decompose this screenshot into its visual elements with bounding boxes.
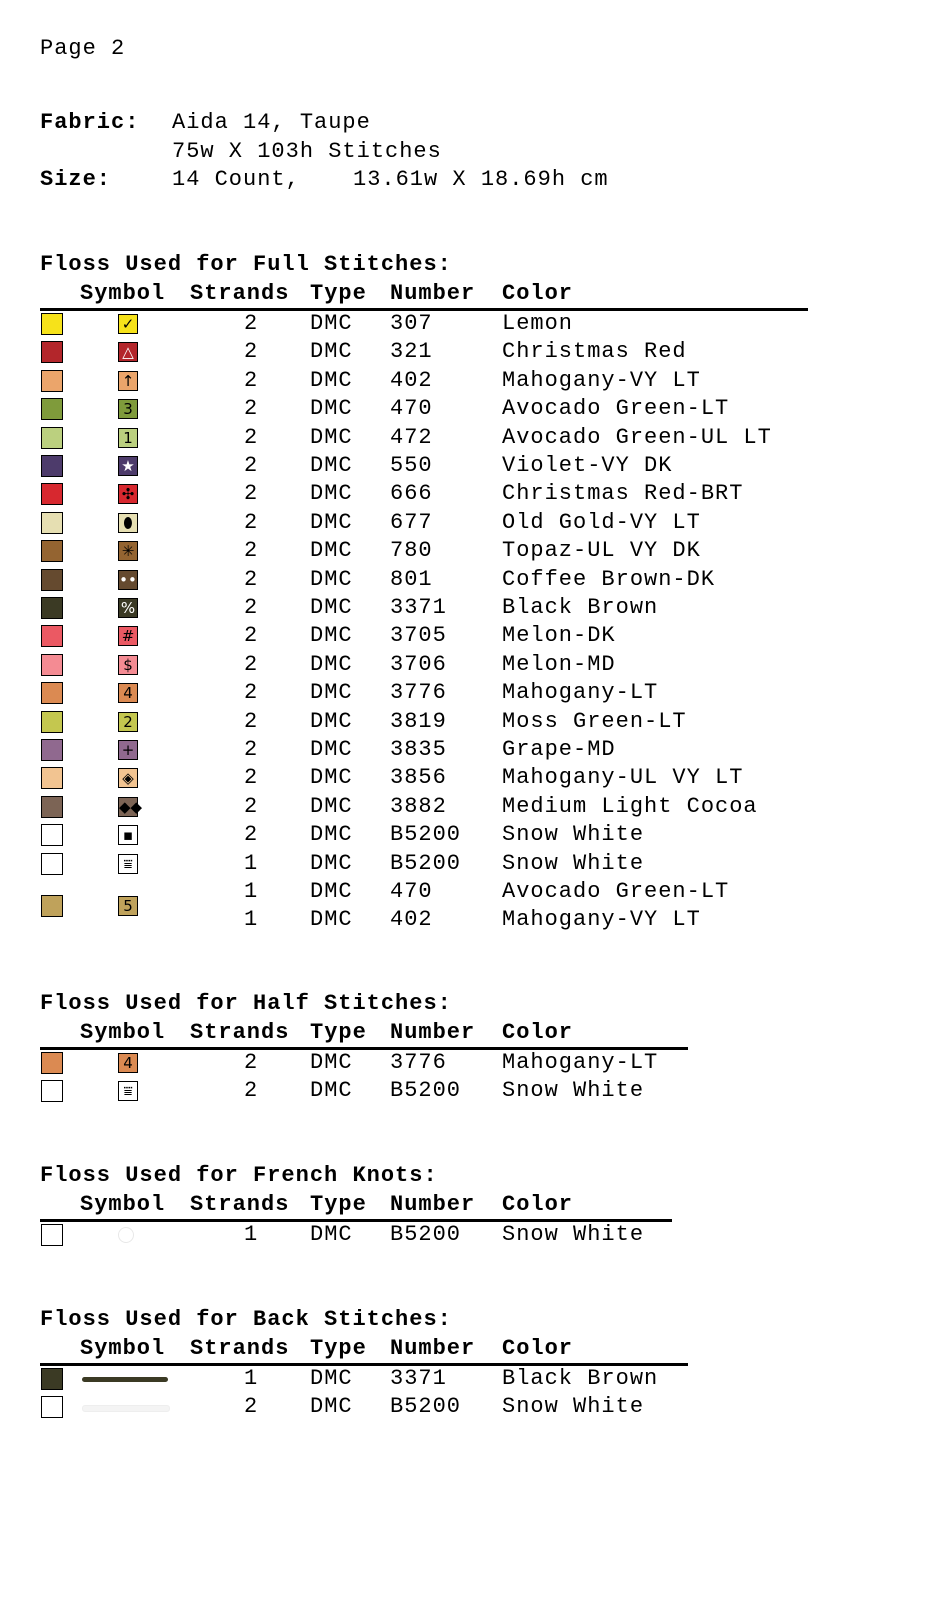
table-row xyxy=(0,480,936,508)
type-cell: DMC xyxy=(310,1394,353,1420)
color-cell: Mahogany-LT xyxy=(502,1050,659,1075)
table-row xyxy=(0,338,936,366)
color-cell: Avocado Green-LT xyxy=(502,879,730,904)
color-swatch xyxy=(41,824,63,846)
stitch-symbol: + xyxy=(118,740,138,760)
strands-cell: 2 xyxy=(244,708,259,734)
number-cell: 321 xyxy=(390,339,433,365)
color-swatch xyxy=(41,625,63,647)
table-row xyxy=(0,622,936,650)
color-swatch xyxy=(41,341,63,363)
type-cell: DMC xyxy=(310,737,353,762)
table-row xyxy=(0,764,936,792)
color-swatch xyxy=(41,739,63,761)
back-stitches-title: Floss Used for Back Stitches: xyxy=(40,1307,452,1332)
color-swatch xyxy=(41,455,63,477)
stitch-symbol: ↑ xyxy=(118,371,138,391)
color-swatch xyxy=(41,796,63,818)
type-cell: DMC xyxy=(310,907,353,933)
color-cell: Snow White xyxy=(502,850,645,876)
stitch-symbol: ▪ xyxy=(118,825,138,845)
color-swatch xyxy=(41,1368,63,1390)
col-color: Color xyxy=(502,281,574,306)
type-cell: DMC xyxy=(310,651,353,677)
type-cell: DMC xyxy=(310,879,353,904)
table-row xyxy=(0,395,936,423)
backstitch-line-symbol xyxy=(82,1405,170,1412)
number-cell: 801 xyxy=(390,566,433,592)
color-swatch xyxy=(41,1080,63,1102)
type-cell: DMC xyxy=(310,1050,353,1075)
type-cell: DMC xyxy=(310,1078,353,1104)
strands-cell: 2 xyxy=(244,453,259,478)
col-number: Number xyxy=(390,281,476,306)
strands-cell: 1 xyxy=(244,907,259,933)
strands-cell: 2 xyxy=(244,623,259,649)
table-row xyxy=(0,1077,936,1105)
strands-cell: 1 xyxy=(244,1366,259,1391)
color-swatch xyxy=(41,427,63,449)
stitch-symbol: •• xyxy=(119,570,137,589)
number-cell: 550 xyxy=(390,453,433,478)
type-cell: DMC xyxy=(310,566,353,592)
stitch-symbol: ⩸ xyxy=(118,854,138,874)
table-row xyxy=(0,821,936,849)
col-type: Type xyxy=(310,281,367,306)
number-cell: 3706 xyxy=(390,651,447,677)
strands-cell: 2 xyxy=(244,367,259,393)
col-strands: Strands xyxy=(190,281,290,306)
stitch-symbol: 1 xyxy=(118,428,138,448)
color-cell: Mahogany-VY LT xyxy=(502,907,701,933)
col-color: Color xyxy=(502,1020,574,1045)
table-row xyxy=(0,509,936,537)
table-row xyxy=(0,651,936,679)
color-swatch xyxy=(41,1224,63,1246)
col-number: Number xyxy=(390,1192,476,1217)
type-cell: DMC xyxy=(310,311,353,336)
number-cell: 666 xyxy=(390,481,433,507)
stitch-symbol: ✓ xyxy=(118,314,138,334)
number-cell: 3819 xyxy=(390,708,447,734)
col-color: Color xyxy=(502,1192,574,1217)
color-swatch xyxy=(41,540,63,562)
strands-cell: 1 xyxy=(244,1222,259,1247)
color-swatch xyxy=(41,569,63,591)
number-cell: 3705 xyxy=(390,623,447,649)
stitch-symbol: # xyxy=(118,626,138,646)
size-label: Size: xyxy=(40,167,112,192)
col-type: Type xyxy=(310,1192,367,1217)
strands-cell: 2 xyxy=(244,538,259,564)
size-count: 14 Count, xyxy=(172,167,300,192)
color-cell: Old Gold-VY LT xyxy=(502,509,701,535)
number-cell: 402 xyxy=(390,907,433,933)
number-cell: 780 xyxy=(390,538,433,564)
number-cell: 3835 xyxy=(390,737,447,762)
strands-cell: 2 xyxy=(244,680,259,706)
color-cell: Christmas Red-BRT xyxy=(502,481,744,507)
strands-cell: 2 xyxy=(244,1394,259,1420)
color-cell: Mahogany-UL VY LT xyxy=(502,765,744,791)
number-cell: 677 xyxy=(390,509,433,535)
color-swatch xyxy=(41,853,63,875)
number-cell: 3856 xyxy=(390,765,447,791)
number-cell: 3776 xyxy=(390,680,447,706)
number-cell: 470 xyxy=(390,396,433,422)
stitch-symbol: ◈ xyxy=(118,768,138,788)
color-cell: Snow White xyxy=(502,1222,645,1247)
col-strands: Strands xyxy=(190,1192,290,1217)
number-cell: 3776 xyxy=(390,1050,447,1075)
strands-cell: 1 xyxy=(244,879,259,904)
table-row xyxy=(0,679,936,707)
strands-cell: 2 xyxy=(244,1078,259,1104)
stitch-symbol: △ xyxy=(118,342,138,362)
type-cell: DMC xyxy=(310,396,353,422)
color-swatch xyxy=(41,313,63,335)
half-stitches-title: Floss Used for Half Stitches: xyxy=(40,991,452,1016)
full-stitches-title: Floss Used for Full Stitches: xyxy=(40,252,452,277)
strands-cell: 2 xyxy=(244,396,259,422)
color-cell: Medium Light Cocoa xyxy=(502,793,758,819)
table-row xyxy=(0,1365,936,1393)
color-cell: Coffee Brown-DK xyxy=(502,566,716,592)
table-row xyxy=(0,793,936,821)
number-cell: 3371 xyxy=(390,1366,447,1391)
type-cell: DMC xyxy=(310,623,353,649)
type-cell: DMC xyxy=(310,850,353,876)
stitch-symbol: % xyxy=(118,598,138,618)
type-cell: DMC xyxy=(310,708,353,734)
strands-cell: 2 xyxy=(244,481,259,507)
color-swatch xyxy=(41,512,63,534)
stitch-symbol: ⬮ xyxy=(118,513,138,533)
number-cell: 3882 xyxy=(390,793,447,819)
number-cell: 402 xyxy=(390,367,433,393)
strands-cell: 2 xyxy=(244,651,259,677)
type-cell: DMC xyxy=(310,1366,353,1391)
color-cell: Moss Green-LT xyxy=(502,708,687,734)
type-cell: DMC xyxy=(310,1222,353,1247)
color-swatch xyxy=(41,682,63,704)
col-symbol: Symbol xyxy=(80,281,166,306)
french-knot-symbol xyxy=(118,1227,134,1243)
color-cell: Grape-MD xyxy=(502,737,616,762)
strands-cell: 2 xyxy=(244,822,259,848)
fabric-value: Aida 14, Taupe xyxy=(172,110,371,135)
color-cell: Topaz-UL VY DK xyxy=(502,538,701,564)
color-swatch xyxy=(41,1052,63,1074)
table-row xyxy=(0,566,936,594)
strands-cell: 2 xyxy=(244,509,259,535)
stitch-symbol: ✣ xyxy=(118,484,138,504)
type-cell: DMC xyxy=(310,793,353,819)
table-row xyxy=(0,850,936,878)
type-cell: DMC xyxy=(310,538,353,564)
type-cell: DMC xyxy=(310,822,353,848)
col-color: Color xyxy=(502,1336,574,1361)
table-row xyxy=(0,736,936,764)
color-cell: Melon-DK xyxy=(502,623,616,649)
number-cell: B5200 xyxy=(390,1222,462,1247)
blend-row xyxy=(0,878,936,906)
stitch-symbol: ✳ xyxy=(118,541,138,561)
stitch-symbol: 5 xyxy=(118,896,138,916)
french-knots-title: Floss Used for French Knots: xyxy=(40,1163,438,1188)
page-label: Page 2 xyxy=(40,36,126,61)
blend-row xyxy=(0,906,936,934)
number-cell: B5200 xyxy=(390,1078,462,1104)
color-cell: Black Brown xyxy=(502,595,659,620)
strands-cell: 2 xyxy=(244,793,259,819)
stitch-symbol: ★ xyxy=(118,456,138,476)
color-cell: Violet-VY DK xyxy=(502,453,673,478)
strands-cell: 2 xyxy=(244,595,259,620)
col-symbol: Symbol xyxy=(80,1192,166,1217)
color-swatch xyxy=(41,597,63,619)
color-cell: Black Brown xyxy=(502,1366,659,1391)
type-cell: DMC xyxy=(310,367,353,393)
stitch-symbol: 4 xyxy=(118,683,138,703)
col-number: Number xyxy=(390,1020,476,1045)
stitch-symbol: ⩸ xyxy=(118,1081,138,1101)
number-cell: B5200 xyxy=(390,1394,462,1420)
number-cell: 470 xyxy=(390,879,433,904)
backstitch-line-symbol xyxy=(82,1377,168,1382)
col-symbol: Symbol xyxy=(80,1020,166,1045)
color-swatch xyxy=(41,398,63,420)
table-row xyxy=(0,537,936,565)
color-cell: Snow White xyxy=(502,822,645,848)
type-cell: DMC xyxy=(310,481,353,507)
table-row xyxy=(0,310,936,338)
col-number: Number xyxy=(390,1336,476,1361)
strands-cell: 2 xyxy=(244,339,259,365)
color-swatch xyxy=(41,654,63,676)
stitch-symbol: 2 xyxy=(118,712,138,732)
color-cell: Avocado Green-LT xyxy=(502,396,730,422)
table-row xyxy=(0,1049,936,1077)
type-cell: DMC xyxy=(310,339,353,365)
color-cell: Lemon xyxy=(502,311,574,336)
col-strands: Strands xyxy=(190,1336,290,1361)
strands-cell: 2 xyxy=(244,765,259,791)
strands-cell: 2 xyxy=(244,566,259,592)
number-cell: 472 xyxy=(390,424,433,450)
type-cell: DMC xyxy=(310,680,353,706)
col-strands: Strands xyxy=(190,1020,290,1045)
color-cell: Avocado Green-UL LT xyxy=(502,424,772,450)
strands-cell: 2 xyxy=(244,1050,259,1075)
color-cell: Melon-MD xyxy=(502,651,616,677)
color-swatch xyxy=(41,370,63,392)
color-swatch xyxy=(41,483,63,505)
col-type: Type xyxy=(310,1020,367,1045)
number-cell: 3371 xyxy=(390,595,447,620)
table-row xyxy=(0,367,936,395)
strands-cell: 2 xyxy=(244,311,259,336)
color-cell: Christmas Red xyxy=(502,339,687,365)
stitch-symbol: 4 xyxy=(118,1053,138,1073)
type-cell: DMC xyxy=(310,595,353,620)
color-swatch xyxy=(41,1396,63,1418)
type-cell: DMC xyxy=(310,509,353,535)
type-cell: DMC xyxy=(310,765,353,791)
strands-cell: 1 xyxy=(244,850,259,876)
strands-cell: 2 xyxy=(244,737,259,762)
number-cell: 307 xyxy=(390,311,433,336)
type-cell: DMC xyxy=(310,424,353,450)
size-cm: 13.61w X 18.69h cm xyxy=(353,167,609,192)
color-cell: Mahogany-LT xyxy=(502,680,659,706)
table-row xyxy=(0,594,936,622)
stitch-symbol: 3 xyxy=(118,399,138,419)
stitch-symbol: ◆◆ xyxy=(119,797,143,816)
col-type: Type xyxy=(310,1336,367,1361)
color-cell: Mahogany-VY LT xyxy=(502,367,701,393)
color-swatch xyxy=(41,711,63,733)
color-cell: Snow White xyxy=(502,1078,645,1104)
strands-cell: 2 xyxy=(244,424,259,450)
type-cell: DMC xyxy=(310,453,353,478)
fabric-label: Fabric: xyxy=(40,110,140,135)
color-swatch xyxy=(41,767,63,789)
color-cell: Snow White xyxy=(502,1394,645,1420)
table-row xyxy=(0,1393,936,1421)
table-row xyxy=(0,708,936,736)
number-cell: B5200 xyxy=(390,850,462,876)
number-cell: B5200 xyxy=(390,822,462,848)
table-row xyxy=(0,452,936,480)
stitch-symbol: $ xyxy=(118,655,138,675)
stitches-value: 75w X 103h Stitches xyxy=(172,139,442,164)
table-row xyxy=(0,1221,936,1249)
col-symbol: Symbol xyxy=(80,1336,166,1361)
table-row xyxy=(0,424,936,452)
